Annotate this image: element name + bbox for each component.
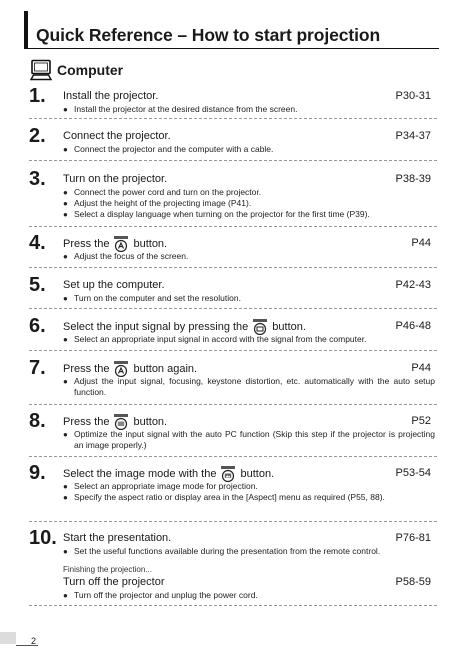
computer-monitor-icon [30, 59, 52, 81]
dashed-divider [29, 118, 437, 119]
step-title: Select the input signal by pressing the button. [63, 321, 306, 333]
page-tab [0, 632, 16, 644]
dashed-divider [29, 160, 437, 161]
dashed-divider [29, 308, 437, 309]
step-title: Press the button. [63, 238, 168, 250]
step-title: Turn on the projector. [63, 173, 168, 185]
step-number: 9. [29, 462, 46, 484]
step-number: 7. [29, 357, 46, 379]
bullet-item: ● Set the useful functions available during the presentation from the remote control. [63, 546, 435, 557]
step-title: Start the presentation. [63, 532, 172, 544]
page-reference: P46-48 [395, 320, 431, 332]
step-number: 1. [29, 85, 46, 107]
finishing-label: Finishing the projection... [63, 565, 152, 574]
bullet-item: ● Select an appropriate input signal in accord with the signal from the computer. [63, 334, 435, 345]
step-title: Press the button again. [63, 363, 198, 375]
page-number: 2 [31, 636, 37, 646]
step-number: 10. [29, 527, 57, 549]
bullet-item: ● Optimize the input signal with the auto PC function (Skip this step if the projector is projecting an image properly.) [63, 429, 435, 451]
page-reference: P38-39 [395, 173, 431, 185]
step-title: Select the image mode with the button. [63, 468, 275, 480]
footer-rule [16, 645, 38, 646]
page-reference: P58-59 [395, 576, 431, 588]
page-title: Quick Reference – How to start projection [36, 25, 381, 45]
image-button-icon [220, 466, 236, 482]
bullet-item: ● Connect the power cord and turn on the projector. [63, 187, 435, 198]
step-number: 4. [29, 232, 46, 254]
bullet-item: ● Select a display language when turning on the projector for the first time (P39). [63, 209, 435, 220]
bullet-item: ● Turn on the computer and set the resolution. [63, 293, 435, 304]
bullet-item: ● Connect the projector and the computer with a cable. [63, 144, 435, 155]
step-title: Set up the computer. [63, 279, 165, 291]
step-number: 2. [29, 125, 46, 147]
step-number: 6. [29, 315, 46, 337]
dashed-divider [29, 267, 437, 268]
bullet-item: ● Install the projector at the desired distance from the screen. [63, 104, 435, 115]
bullet-item: ● Specify the aspect ratio or display area in the [Aspect] menu as required (P55, 88). [63, 492, 435, 503]
bullet-item: ● Select an appropriate image mode for projection. [63, 481, 435, 492]
step-number: 3. [29, 168, 46, 190]
autoset-button-icon [113, 361, 129, 377]
step-title: Install the projector. [63, 90, 159, 102]
dashed-divider [29, 605, 437, 606]
bullet-item: ● Adjust the input signal, focusing, keystone distortion, etc. automatically with the auto setup function. [63, 376, 435, 398]
dashed-divider [29, 521, 437, 522]
page-reference: P34-37 [395, 130, 431, 142]
section-label: Computer [57, 62, 124, 78]
input-button-icon [252, 319, 268, 335]
bullet-item: ● Adjust the focus of the screen. [63, 251, 435, 262]
step-title: Connect the projector. [63, 130, 171, 142]
bullet-item: ● Turn off the projector and unplug the power cord. [63, 590, 435, 601]
page-reference: P30-31 [395, 90, 431, 102]
dashed-divider [29, 226, 437, 227]
dashed-divider [29, 456, 437, 457]
bullet-item: ● Adjust the height of the projecting image (P41). [63, 198, 435, 209]
auto-pc-button-icon [113, 414, 129, 430]
page-reference: P44 [411, 362, 431, 374]
step-title: Turn off the projector [63, 576, 165, 588]
step-number: 5. [29, 274, 46, 296]
step-title: Press the button. [63, 416, 168, 428]
page-reference: P52 [411, 415, 431, 427]
dashed-divider [29, 404, 437, 405]
dashed-divider [29, 350, 437, 351]
page-reference: P53-54 [395, 467, 431, 479]
page-reference: P76-81 [395, 532, 431, 544]
title-bar [24, 11, 439, 49]
page-reference: P42-43 [395, 279, 431, 291]
page-reference: P44 [411, 237, 431, 249]
step-number: 8. [29, 410, 46, 432]
autoset-button-icon [113, 236, 129, 252]
